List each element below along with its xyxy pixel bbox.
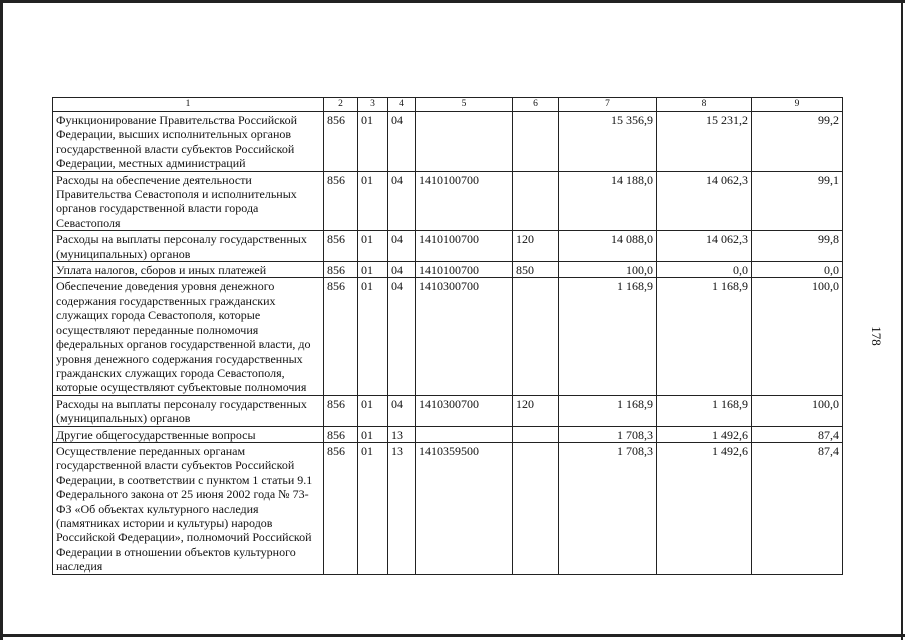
execution-percent: 87,4 <box>752 426 843 442</box>
table-row <box>53 278 843 395</box>
admin-code: 856 <box>324 442 358 574</box>
section-code: 01 <box>358 426 388 442</box>
expense-type: 850 <box>513 262 559 278</box>
row-name: Расходы на выплаты персоналу государственных (муниципальных) органов <box>53 231 324 262</box>
target-article: 1410100700 <box>416 231 513 262</box>
table-row <box>53 171 843 231</box>
table-row <box>53 231 843 262</box>
admin-code: 856 <box>324 278 358 395</box>
scan-border-left <box>0 0 3 640</box>
expense-type: 120 <box>513 231 559 262</box>
execution-percent: 99,2 <box>752 112 843 172</box>
expense-type <box>513 442 559 574</box>
subsection-code: 04 <box>388 262 416 278</box>
target-article: 1410100700 <box>416 171 513 231</box>
budget-table <box>52 97 843 575</box>
planned-amount: 14 088,0 <box>559 231 657 262</box>
admin-code: 856 <box>324 171 358 231</box>
planned-amount: 1 708,3 <box>559 442 657 574</box>
row-name: Обеспечение доведения уровня денежного содержания государственных гражданских служащих города Севастополя, которые осуществляют переданные полномочия федеральных органов государственной власти, до уровня денежного содержания государственных гражданских служащих города Севастополя, которые осуществляют субъектовые полномочия <box>53 278 324 395</box>
column-number: 5 <box>416 98 513 112</box>
scan-border-bottom <box>0 634 905 637</box>
row-name: Уплата налогов, сборов и иных платежей <box>53 262 324 278</box>
execution-percent: 99,8 <box>752 231 843 262</box>
table-row <box>53 262 843 278</box>
subsection-code: 13 <box>388 442 416 574</box>
column-number-row <box>53 98 843 112</box>
row-name: Осуществление переданных органам государственной власти субъектов Российской Федерации, в соответствии с пунктом 1 статьи 9.1 Федерального закона от 25 июня 2002 года № 73-ФЗ «Об объектах культурного наследия (памятниках истории и культуры) народов Российской Федерации», полномочий Российской Федерации в отношении объектов культурного наследия <box>53 442 324 574</box>
planned-amount: 1 708,3 <box>559 426 657 442</box>
admin-code: 856 <box>324 426 358 442</box>
execution-percent: 99,1 <box>752 171 843 231</box>
planned-amount: 100,0 <box>559 262 657 278</box>
column-number: 7 <box>559 98 657 112</box>
scan-border-top <box>0 0 905 3</box>
execution-percent: 0,0 <box>752 262 843 278</box>
row-name: Другие общегосударственные вопросы <box>53 426 324 442</box>
execution-percent: 100,0 <box>752 278 843 395</box>
section-code: 01 <box>358 442 388 574</box>
row-name: Функционирование Правительства Российской Федерации, высших исполнительных органов государственной власти субъектов Российской Федерации, местных администраций <box>53 112 324 172</box>
column-number: 2 <box>324 98 358 112</box>
actual-amount: 0,0 <box>657 262 752 278</box>
target-article: 1410100700 <box>416 262 513 278</box>
table-row <box>53 395 843 426</box>
page-number: 178 <box>868 326 884 346</box>
section-code: 01 <box>358 278 388 395</box>
table-row <box>53 426 843 442</box>
expense-type <box>513 171 559 231</box>
target-article: 1410300700 <box>416 278 513 395</box>
section-code: 01 <box>358 395 388 426</box>
actual-amount: 14 062,3 <box>657 171 752 231</box>
section-code: 01 <box>358 112 388 172</box>
planned-amount: 1 168,9 <box>559 278 657 395</box>
subsection-code: 04 <box>388 278 416 395</box>
section-code: 01 <box>358 231 388 262</box>
table-row <box>53 442 843 574</box>
expense-type <box>513 426 559 442</box>
target-article <box>416 112 513 172</box>
planned-amount: 14 188,0 <box>559 171 657 231</box>
row-name: Расходы на выплаты персоналу государственных (муниципальных) органов <box>53 395 324 426</box>
admin-code: 856 <box>324 112 358 172</box>
column-number: 8 <box>657 98 752 112</box>
column-number: 6 <box>513 98 559 112</box>
actual-amount: 1 492,6 <box>657 442 752 574</box>
execution-percent: 100,0 <box>752 395 843 426</box>
admin-code: 856 <box>324 395 358 426</box>
actual-amount: 14 062,3 <box>657 231 752 262</box>
section-code: 01 <box>358 262 388 278</box>
actual-amount: 15 231,2 <box>657 112 752 172</box>
table-row <box>53 112 843 172</box>
execution-percent: 87,4 <box>752 442 843 574</box>
scan-border-right <box>901 0 903 640</box>
target-article: 1410300700 <box>416 395 513 426</box>
subsection-code: 04 <box>388 231 416 262</box>
admin-code: 856 <box>324 231 358 262</box>
target-article <box>416 426 513 442</box>
column-number: 1 <box>53 98 324 112</box>
column-number: 3 <box>358 98 388 112</box>
expense-type <box>513 112 559 172</box>
planned-amount: 15 356,9 <box>559 112 657 172</box>
column-number: 9 <box>752 98 843 112</box>
section-code: 01 <box>358 171 388 231</box>
subsection-code: 04 <box>388 171 416 231</box>
subsection-code: 04 <box>388 395 416 426</box>
actual-amount: 1 168,9 <box>657 278 752 395</box>
actual-amount: 1 168,9 <box>657 395 752 426</box>
actual-amount: 1 492,6 <box>657 426 752 442</box>
subsection-code: 13 <box>388 426 416 442</box>
column-number: 4 <box>388 98 416 112</box>
target-article: 1410359500 <box>416 442 513 574</box>
planned-amount: 1 168,9 <box>559 395 657 426</box>
admin-code: 856 <box>324 262 358 278</box>
expense-type <box>513 278 559 395</box>
row-name: Расходы на обеспечение деятельности Правительства Севастополя и исполнительных органов государственной власти города Севастополя <box>53 171 324 231</box>
subsection-code: 04 <box>388 112 416 172</box>
expense-type: 120 <box>513 395 559 426</box>
